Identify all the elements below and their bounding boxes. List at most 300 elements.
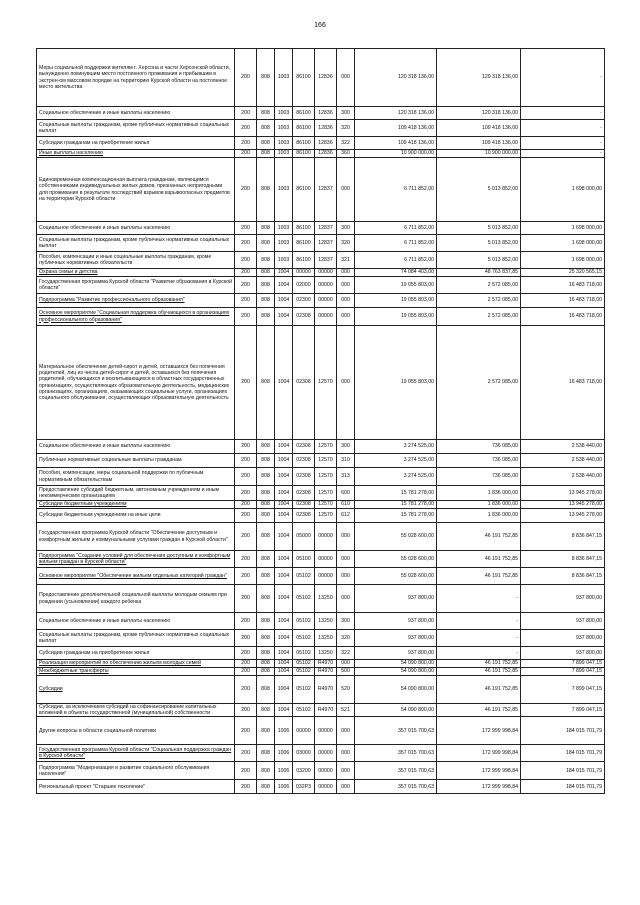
row-code-3: 1004: [275, 676, 293, 704]
row-code-4: 05102: [293, 668, 315, 676]
row-code-6: 300: [337, 222, 355, 235]
table-body: [37, 49, 605, 794]
row-value-1: 3 274 525,00: [355, 440, 437, 454]
row-value-2: 172 999 998,84: [437, 745, 521, 762]
table-row: [37, 222, 605, 235]
row-code-3: 1003: [275, 49, 293, 107]
row-code-5: 12570: [315, 509, 337, 523]
row-code-3: 1003: [275, 252, 293, 269]
row-value-2: 109 418 136,00: [437, 120, 521, 137]
row-code-3: 1004: [275, 660, 293, 668]
row-code-5: 00000: [315, 745, 337, 762]
row-code-3: 1004: [275, 704, 293, 717]
row-code-2: 808: [257, 222, 275, 235]
row-value-2: 172 999 998,84: [437, 762, 521, 780]
row-value-2: 46 191 752,85: [437, 568, 521, 585]
row-code-3: 1004: [275, 277, 293, 294]
row-value-1: 6 711 852,00: [355, 252, 437, 269]
table-row: [37, 440, 605, 454]
row-code-1: 200: [235, 107, 257, 120]
row-code-6: 310: [337, 454, 355, 468]
row-value-3: 13 945 278,00: [521, 509, 605, 523]
row-value-1: 357 015 700,63: [355, 745, 437, 762]
table-row: [37, 158, 605, 222]
row-code-5: 00000: [315, 308, 337, 326]
row-code-4: 86100: [293, 158, 315, 222]
row-value-2: -: [437, 647, 521, 660]
row-value-3: 2 538 440,00: [521, 468, 605, 486]
row-code-4: 02308: [293, 501, 315, 509]
row-code-1: 200: [235, 326, 257, 440]
row-code-1: 200: [235, 269, 257, 277]
row-code-6: 000: [337, 585, 355, 613]
row-value-3: 1 698 000,00: [521, 158, 605, 222]
table-row: [37, 780, 605, 794]
row-code-1: 200: [235, 660, 257, 668]
row-name: Пособия, компенсации и иные социальные выплаты гражданам, кроме публичных нормативных обязательств: [37, 252, 235, 269]
row-value-1: 357 015 700,63: [355, 780, 437, 794]
row-name: Субсидии бюджетным учреждениям: [37, 501, 235, 509]
row-code-2: 808: [257, 523, 275, 551]
row-code-5: 13250: [315, 613, 337, 630]
row-code-2: 808: [257, 509, 275, 523]
row-value-3: 184 015 701,79: [521, 745, 605, 762]
row-code-1: 200: [235, 120, 257, 137]
row-value-3: 1 698 000,00: [521, 222, 605, 235]
row-code-2: 808: [257, 308, 275, 326]
row-code-3: 1004: [275, 440, 293, 454]
row-code-5: R4970: [315, 676, 337, 704]
row-code-2: 808: [257, 551, 275, 568]
row-code-6: 000: [337, 745, 355, 762]
row-code-4: 86100: [293, 150, 315, 158]
row-code-6: 610: [337, 501, 355, 509]
row-code-5: 00000: [315, 523, 337, 551]
table-row: [37, 501, 605, 509]
row-value-2: 1 836 000,00: [437, 501, 521, 509]
row-value-2: 48 763 837,85: [437, 269, 521, 277]
row-code-5: 12836: [315, 137, 337, 150]
row-value-3: 13 945 278,00: [521, 501, 605, 509]
row-code-5: 12570: [315, 440, 337, 454]
row-value-1: 54 090 800,00: [355, 676, 437, 704]
row-code-5: 12837: [315, 235, 337, 252]
row-value-2: 2 572 085,00: [437, 308, 521, 326]
row-code-1: 200: [235, 647, 257, 660]
row-code-3: 1003: [275, 158, 293, 222]
row-value-3: 16 483 718,00: [521, 294, 605, 308]
row-code-2: 808: [257, 704, 275, 717]
row-code-6: 000: [337, 294, 355, 308]
row-code-4: 86100: [293, 235, 315, 252]
row-name: Межбюджетные трансферты: [37, 668, 235, 676]
row-code-2: 808: [257, 468, 275, 486]
row-value-1: 937 800,00: [355, 647, 437, 660]
row-code-4: 05102: [293, 704, 315, 717]
row-name: Социальное обеспечение и иные выплаты населению: [37, 222, 235, 235]
row-value-2: 46 191 752,85: [437, 676, 521, 704]
table-row: [37, 49, 605, 107]
row-code-4: 02308: [293, 326, 315, 440]
table-row: [37, 294, 605, 308]
row-code-3: 1004: [275, 454, 293, 468]
row-value-3: 184 015 701,79: [521, 762, 605, 780]
row-code-2: 808: [257, 501, 275, 509]
row-code-1: 200: [235, 294, 257, 308]
table-row: [37, 120, 605, 137]
row-value-3: 7 899 047,15: [521, 660, 605, 668]
table-row: [37, 660, 605, 668]
row-code-4: 00000: [293, 717, 315, 745]
row-code-5: 13250: [315, 630, 337, 647]
row-value-2: 120 318 136,00: [437, 49, 521, 107]
row-value-1: 74 084 403,00: [355, 269, 437, 277]
row-code-5: R4970: [315, 660, 337, 668]
row-code-4: 05102: [293, 613, 315, 630]
row-value-3: 2 538 440,00: [521, 440, 605, 454]
row-name: Социальное обеспечение и иные выплаты населению: [37, 613, 235, 630]
row-code-1: 200: [235, 49, 257, 107]
row-code-5: 12570: [315, 454, 337, 468]
row-code-4: 05000: [293, 523, 315, 551]
row-code-3: 1006: [275, 762, 293, 780]
row-code-6: 000: [337, 717, 355, 745]
row-value-1: 54 090 800,00: [355, 660, 437, 668]
row-code-1: 200: [235, 613, 257, 630]
row-code-5: 00000: [315, 568, 337, 585]
row-value-3: 937 800,00: [521, 630, 605, 647]
row-code-3: 1006: [275, 780, 293, 794]
row-code-3: 1003: [275, 222, 293, 235]
row-value-2: 1 836 000,00: [437, 486, 521, 501]
row-code-5: 12836: [315, 150, 337, 158]
row-code-5: 00000: [315, 762, 337, 780]
row-name: Подпрограмма "Развитие профессионального образования": [37, 294, 235, 308]
row-code-1: 200: [235, 717, 257, 745]
row-code-3: 1004: [275, 585, 293, 613]
row-code-6: 612: [337, 509, 355, 523]
row-name: Предоставление субсидий бюджетным, автономным учреждениям и иным некоммерческим организациям: [37, 486, 235, 501]
row-code-5: 00000: [315, 717, 337, 745]
row-value-1: 15 781 278,00: [355, 501, 437, 509]
row-value-3: 1 698 000,00: [521, 235, 605, 252]
row-value-1: 15 781 278,00: [355, 509, 437, 523]
row-value-2: 736 085,00: [437, 440, 521, 454]
row-value-1: 109 418 136,00: [355, 120, 437, 137]
row-code-5: 12570: [315, 486, 337, 501]
row-code-4: 05102: [293, 630, 315, 647]
row-code-1: 200: [235, 501, 257, 509]
row-code-3: 1003: [275, 120, 293, 137]
row-value-2: 5 013 852,00: [437, 158, 521, 222]
row-code-2: 808: [257, 668, 275, 676]
row-code-3: 1004: [275, 551, 293, 568]
row-code-4: 05102: [293, 660, 315, 668]
row-value-1: 19 055 803,00: [355, 294, 437, 308]
row-code-5: 12837: [315, 158, 337, 222]
row-code-5: 12836: [315, 120, 337, 137]
table-row: [37, 613, 605, 630]
row-code-2: 808: [257, 326, 275, 440]
row-name: Социальные выплаты гражданам, кроме публичных нормативных социальных выплат: [37, 120, 235, 137]
row-code-2: 808: [257, 676, 275, 704]
row-code-2: 808: [257, 486, 275, 501]
row-code-4: 02308: [293, 440, 315, 454]
row-value-2: 5 013 852,00: [437, 252, 521, 269]
row-value-3: 16 483 718,00: [521, 326, 605, 440]
row-code-4: 02308: [293, 486, 315, 501]
row-value-1: 120 318 136,00: [355, 107, 437, 120]
table-row: [37, 509, 605, 523]
row-value-3: 16 483 718,00: [521, 308, 605, 326]
row-code-6: 000: [337, 277, 355, 294]
row-code-3: 1004: [275, 647, 293, 660]
row-value-2: 10 900 000,00: [437, 150, 521, 158]
row-value-3: 184 015 701,79: [521, 780, 605, 794]
row-code-1: 200: [235, 585, 257, 613]
row-value-2: -: [437, 585, 521, 613]
row-code-5: R4970: [315, 668, 337, 676]
row-value-1: 3 274 525,00: [355, 468, 437, 486]
row-code-1: 200: [235, 630, 257, 647]
row-code-1: 200: [235, 277, 257, 294]
row-value-2: 172 999 998,84: [437, 717, 521, 745]
row-code-6: 500: [337, 668, 355, 676]
row-code-3: 1004: [275, 269, 293, 277]
row-value-3: -: [521, 120, 605, 137]
row-code-4: 05102: [293, 568, 315, 585]
row-name: Другие вопросы в области социальной политики: [37, 717, 235, 745]
row-code-2: 808: [257, 107, 275, 120]
row-code-2: 808: [257, 269, 275, 277]
row-code-5: 12837: [315, 222, 337, 235]
row-name: Единовременная компенсационная выплата гражданам, являющимся собственниками индивидуальных жилых домов, признанных непригодными для проживания в результате последствий взрывов взрывоопасных предметов на территории Курской области: [37, 158, 235, 222]
row-value-3: 937 800,00: [521, 647, 605, 660]
row-value-3: 184 015 701,79: [521, 717, 605, 745]
row-code-6: 321: [337, 252, 355, 269]
row-value-3: 1 698 000,00: [521, 252, 605, 269]
table-row: [37, 150, 605, 158]
row-code-6: 000: [337, 551, 355, 568]
row-value-2: 5 013 852,00: [437, 235, 521, 252]
row-code-2: 808: [257, 158, 275, 222]
row-value-3: 937 800,00: [521, 585, 605, 613]
table-row: [37, 468, 605, 486]
row-value-3: 8 836 847,15: [521, 568, 605, 585]
row-code-1: 200: [235, 308, 257, 326]
row-code-2: 808: [257, 745, 275, 762]
row-code-1: 200: [235, 676, 257, 704]
row-code-1: 200: [235, 150, 257, 158]
row-code-2: 808: [257, 780, 275, 794]
row-value-3: -: [521, 49, 605, 107]
budget-table: [36, 48, 605, 794]
row-code-6: 320: [337, 630, 355, 647]
row-code-3: 1004: [275, 668, 293, 676]
row-code-1: 200: [235, 440, 257, 454]
row-value-3: 25 320 565,15: [521, 269, 605, 277]
row-value-1: 55 028 600,00: [355, 551, 437, 568]
row-code-4: 05102: [293, 676, 315, 704]
row-code-1: 200: [235, 158, 257, 222]
table-row: [37, 107, 605, 120]
row-code-2: 808: [257, 630, 275, 647]
row-value-3: 13 945 278,00: [521, 486, 605, 501]
row-code-6: 000: [337, 269, 355, 277]
table-row: [37, 668, 605, 676]
row-code-5: 00000: [315, 294, 337, 308]
row-name: Социальное обеспечение и иные выплаты населению: [37, 107, 235, 120]
row-value-1: 120 318 136,00: [355, 49, 437, 107]
row-value-2: 46 191 752,85: [437, 704, 521, 717]
row-code-6: 000: [337, 158, 355, 222]
row-value-1: 6 711 852,00: [355, 222, 437, 235]
row-code-3: 1004: [275, 523, 293, 551]
row-code-6: 322: [337, 137, 355, 150]
row-value-2: -: [437, 613, 521, 630]
row-code-6: 000: [337, 568, 355, 585]
row-code-6: 600: [337, 486, 355, 501]
row-code-2: 808: [257, 235, 275, 252]
row-code-4: 02300: [293, 294, 315, 308]
row-code-5: 13250: [315, 647, 337, 660]
row-code-6: 000: [337, 660, 355, 668]
row-code-6: 000: [337, 308, 355, 326]
row-value-1: 54 090 800,00: [355, 704, 437, 717]
row-code-2: 808: [257, 120, 275, 137]
row-code-3: 1004: [275, 326, 293, 440]
row-code-6: 000: [337, 326, 355, 440]
row-code-3: 1004: [275, 613, 293, 630]
row-name: Субсидии, за исключением субсидий на софинансирование капитальных вложений в объекты государственной (муниципальной) собственности: [37, 704, 235, 717]
row-code-3: 1004: [275, 501, 293, 509]
row-code-2: 808: [257, 647, 275, 660]
row-name: Субсидии гражданам на приобретение жилья: [37, 647, 235, 660]
row-name: Иные выплаты населению: [37, 150, 235, 158]
row-name: Подпрограмма "Модернизация и развитие социального обслуживания населения": [37, 762, 235, 780]
table-row: [37, 454, 605, 468]
row-code-5: 12570: [315, 326, 337, 440]
row-code-3: 1004: [275, 486, 293, 501]
row-value-1: 3 274 525,00: [355, 454, 437, 468]
row-code-4: 02308: [293, 454, 315, 468]
row-value-3: -: [521, 137, 605, 150]
row-code-6: 360: [337, 150, 355, 158]
row-value-2: 109 418 136,00: [437, 137, 521, 150]
row-name: Субсидии бюджетным учреждениям на иные цели: [37, 509, 235, 523]
row-code-1: 200: [235, 704, 257, 717]
row-code-1: 200: [235, 252, 257, 269]
row-code-2: 808: [257, 762, 275, 780]
row-code-2: 808: [257, 568, 275, 585]
row-value-1: 19 055 803,00: [355, 277, 437, 294]
row-value-2: 1 836 000,00: [437, 509, 521, 523]
row-value-1: 19 055 803,00: [355, 326, 437, 440]
row-value-2: 46 191 752,85: [437, 523, 521, 551]
row-code-2: 808: [257, 277, 275, 294]
row-code-5: 12570: [315, 501, 337, 509]
row-code-2: 808: [257, 150, 275, 158]
row-value-2: 736 085,00: [437, 468, 521, 486]
row-code-1: 200: [235, 137, 257, 150]
row-code-6: 322: [337, 647, 355, 660]
row-value-1: 6 711 852,00: [355, 158, 437, 222]
row-name: Основное мероприятие "Социальная поддержка обучающихся в организациях профессионального образования": [37, 308, 235, 326]
row-code-5: R4970: [315, 704, 337, 717]
row-name: Охрана семьи и детства: [37, 269, 235, 277]
row-code-1: 200: [235, 509, 257, 523]
row-code-1: 200: [235, 235, 257, 252]
row-code-1: 200: [235, 523, 257, 551]
row-code-3: 1004: [275, 308, 293, 326]
row-code-4: 86100: [293, 137, 315, 150]
row-code-4: 86100: [293, 252, 315, 269]
row-name: Реализация мероприятий по обеспечению жильем молодых семей: [37, 660, 235, 668]
row-code-3: 1003: [275, 137, 293, 150]
row-code-6: 320: [337, 120, 355, 137]
table-row: [37, 486, 605, 501]
row-code-4: 02308: [293, 468, 315, 486]
row-code-4: 86100: [293, 120, 315, 137]
row-code-1: 200: [235, 222, 257, 235]
row-code-3: 1003: [275, 107, 293, 120]
row-name: Субсидии гражданам на приобретение жилья: [37, 137, 235, 150]
row-code-5: 00000: [315, 277, 337, 294]
row-code-2: 808: [257, 717, 275, 745]
table-row: [37, 745, 605, 762]
row-name: Публичные нормативные социальные выплаты гражданам: [37, 454, 235, 468]
row-code-6: 320: [337, 235, 355, 252]
row-value-2: 2 572 085,00: [437, 326, 521, 440]
row-code-2: 808: [257, 252, 275, 269]
row-code-1: 200: [235, 486, 257, 501]
row-value-3: 7 899 047,15: [521, 668, 605, 676]
table-row: [37, 277, 605, 294]
row-name: Социальное обеспечение и иные выплаты населению: [37, 440, 235, 454]
table-row: [37, 269, 605, 277]
row-name: Субсидии: [37, 676, 235, 704]
row-code-3: 1004: [275, 630, 293, 647]
row-code-6: 300: [337, 613, 355, 630]
table-row: [37, 252, 605, 269]
table-row: [37, 762, 605, 780]
row-code-5: 00000: [315, 551, 337, 568]
row-value-2: 120 318 136,00: [437, 107, 521, 120]
row-value-2: 46 191 752,85: [437, 551, 521, 568]
row-code-3: 1006: [275, 717, 293, 745]
row-name: Меры социальной поддержки жителям г. Херсона и части Херсонской области, вынужденно покинувшим место постоянного проживания и прибывшим в экстрен-ом массовом порядке на территорию Курской области на постоянное место жительства: [37, 49, 235, 107]
row-value-1: 10 900 000,00: [355, 150, 437, 158]
page-number: 166: [314, 22, 326, 29]
table-row: [37, 235, 605, 252]
table-row: [37, 704, 605, 717]
row-code-3: 1006: [275, 745, 293, 762]
row-value-1: 357 015 700,63: [355, 717, 437, 745]
row-code-2: 808: [257, 49, 275, 107]
row-code-5: 12837: [315, 252, 337, 269]
row-code-5: 12570: [315, 468, 337, 486]
table-row: [37, 676, 605, 704]
row-code-4: 05100: [293, 551, 315, 568]
row-code-4: 05102: [293, 585, 315, 613]
row-value-1: 19 055 803,00: [355, 308, 437, 326]
row-code-4: 86100: [293, 222, 315, 235]
row-code-6: 313: [337, 468, 355, 486]
row-value-2: 736 085,00: [437, 454, 521, 468]
row-name: Государственная программа Курской области "Развитие образования в Курской области": [37, 277, 235, 294]
row-code-6: 000: [337, 780, 355, 794]
row-value-3: 937 800,00: [521, 613, 605, 630]
